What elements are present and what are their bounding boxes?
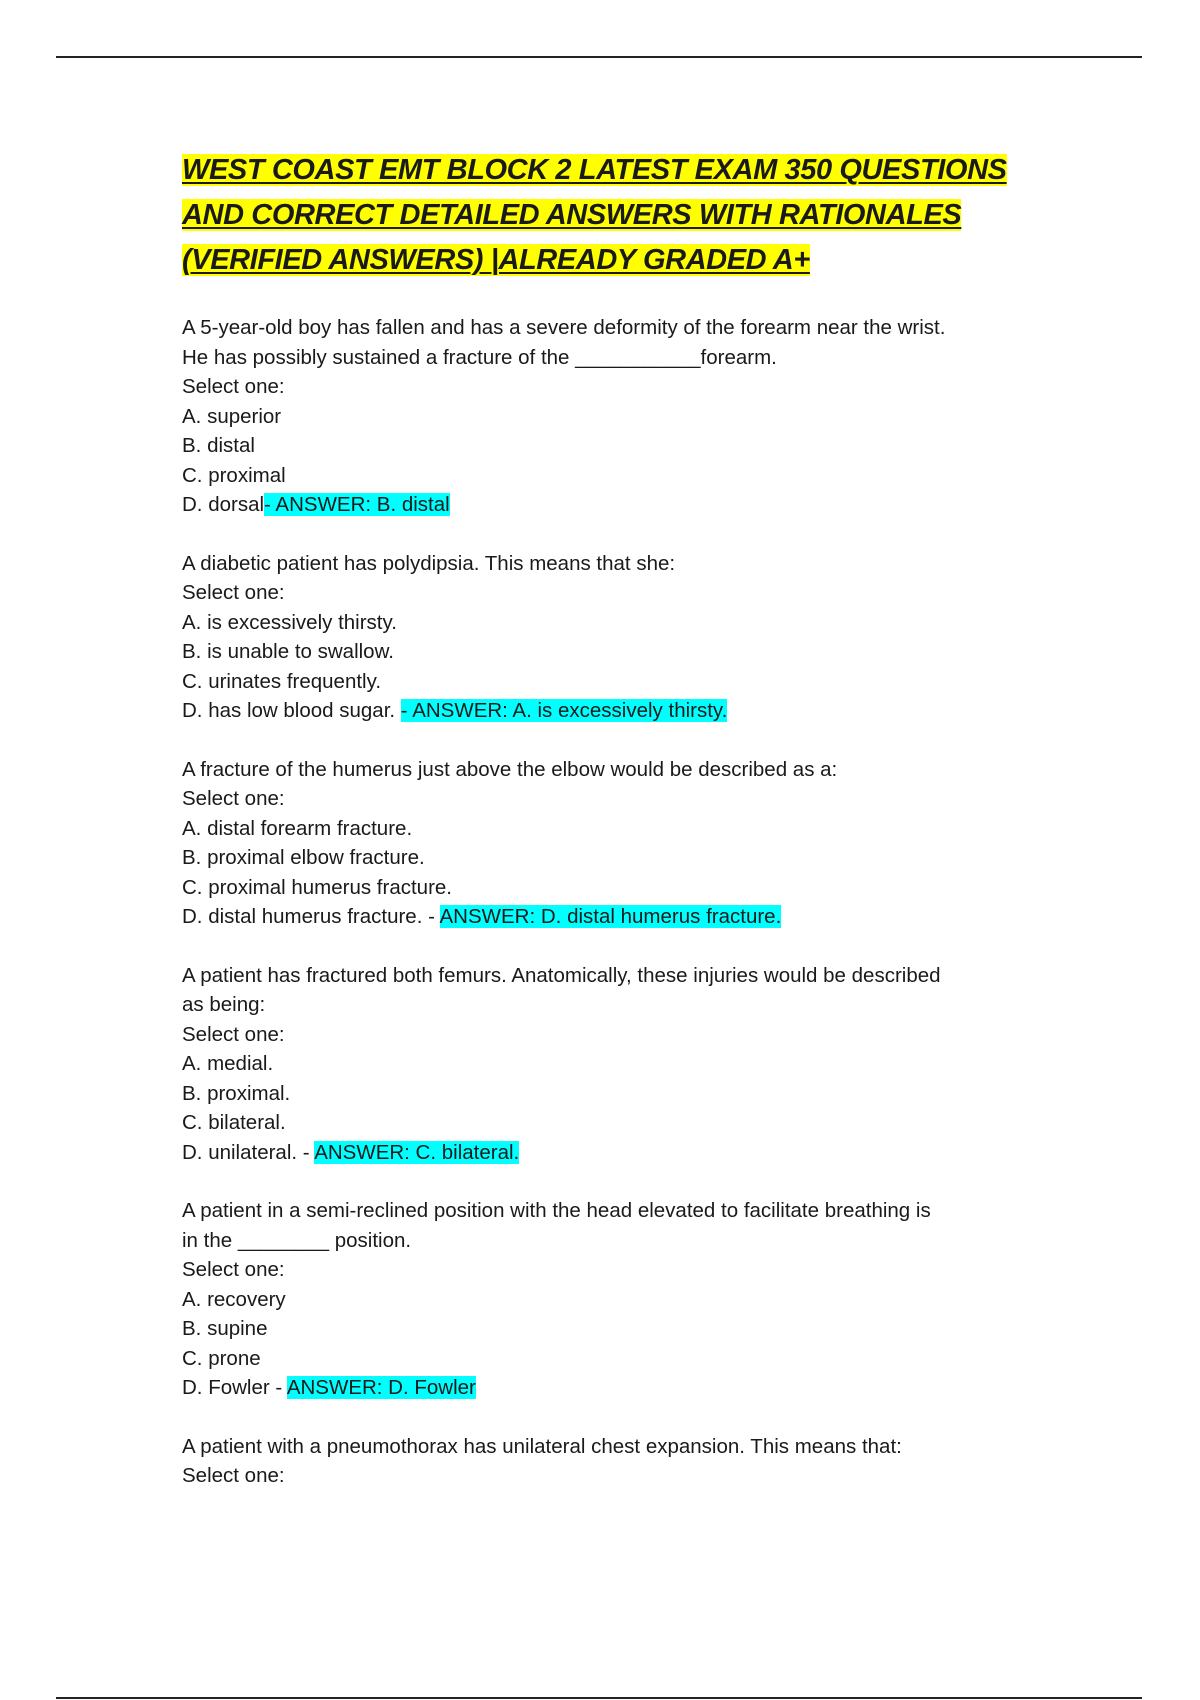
option-d: D. Fowler — [182, 1376, 276, 1399]
select-prompt: Select one: — [182, 375, 285, 398]
select-prompt: Select one: — [182, 1022, 285, 1046]
option-b: B. distal — [182, 434, 255, 457]
question-stem: A patient in a semi-reclined position with the head elevated to facilitate breathing is — [182, 1199, 931, 1222]
option-d-with-answer — [182, 1373, 1032, 1403]
question-block — [182, 961, 1032, 1168]
question-stem: A 5-year-old boy has fallen and has a severe deformity of the forearm near the wrist. — [182, 316, 946, 339]
footer-rule — [56, 1697, 1142, 1699]
option-d-with-answer — [182, 902, 1032, 932]
document-title — [182, 148, 1032, 283]
question-stem: A patient has fractured both femurs. Anatomically, these injuries would be described — [182, 963, 941, 987]
answer-highlight: ANSWER: D. distal humerus fracture. — [439, 905, 782, 928]
option-d: D. unilateral. — [182, 1140, 303, 1164]
option-d: D. has low blood sugar. — [182, 699, 401, 722]
option-b: B. supine — [182, 1317, 268, 1340]
question-block — [182, 313, 1032, 520]
option-c: C. urinates frequently. — [182, 669, 382, 693]
option-d-with-answer — [182, 490, 1032, 520]
answer-prefix: - — [275, 1376, 287, 1399]
option-d-with-answer — [182, 696, 1032, 726]
question-stem: He has possibly sustained a fracture of the ___________forearm. — [182, 345, 777, 369]
question-block — [182, 1196, 1032, 1403]
option-a: A. recovery — [182, 1287, 286, 1311]
option-a: A. is excessively thirsty. — [182, 610, 397, 634]
answer-highlight: ANSWER: D. Fowler — [286, 1376, 476, 1399]
question-stem: as being: — [182, 993, 266, 1016]
title-highlight: WEST COAST EMT BLOCK 2 LATEST EXAM 350 QUESTIONS AND CORRECT DETAILED ANSWERS WITH RATIONALES (VERIFIED ANSWERS) |ALREADY GRADED A+ — [182, 154, 1007, 276]
option-c: C. bilateral. — [182, 1111, 286, 1134]
question-stem: in the ________ position. — [182, 1228, 412, 1252]
select-prompt: Select one: — [182, 1258, 285, 1281]
option-d-with-answer — [182, 1138, 1032, 1168]
option-b: B. proximal elbow fracture. — [182, 846, 425, 869]
answer-prefix: - — [428, 905, 440, 928]
answer-highlight: ANSWER: C. bilateral. — [314, 1140, 520, 1164]
option-b: B. is unable to swallow. — [182, 640, 394, 663]
select-prompt: Select one: — [182, 581, 285, 604]
option-d: D. distal humerus fracture. — [182, 905, 429, 928]
question-stem: A diabetic patient has polydipsia. This means that she: — [182, 551, 676, 575]
question-block — [182, 755, 1032, 932]
question-stem: A patient with a pneumothorax has unilateral chest expansion. This means that: — [182, 1434, 902, 1458]
option-a: A. distal forearm fracture. — [182, 816, 413, 840]
option-d: D. dorsal — [182, 493, 265, 516]
answer-prefix: - — [302, 1140, 315, 1164]
answer-highlight: - ANSWER: A. is excessively thirsty. — [400, 699, 728, 722]
document-body — [182, 148, 1032, 1491]
option-a: A. medial. — [182, 1052, 274, 1075]
option-a: A. superior — [182, 404, 282, 428]
question-block — [182, 1432, 1032, 1491]
select-prompt: Select one: — [182, 1464, 285, 1487]
question-block — [182, 549, 1032, 726]
option-c: C. proximal humerus fracture. — [182, 875, 453, 899]
select-prompt: Select one: — [182, 787, 285, 810]
option-c: C. prone — [182, 1346, 261, 1370]
answer-highlight: - ANSWER: B. distal — [264, 493, 450, 516]
question-stem: A fracture of the humerus just above the elbow would be described as a: — [182, 757, 838, 781]
option-b: B. proximal. — [182, 1081, 291, 1105]
header-rule — [56, 56, 1142, 58]
option-c: C. proximal — [182, 463, 286, 487]
